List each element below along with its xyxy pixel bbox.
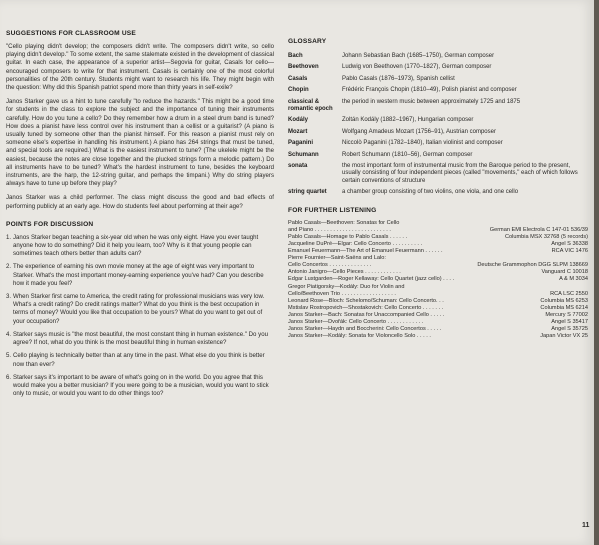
- recording-title: Mstislav Rostropovich—Shostakovich: Cello Concerto . . . . . . .: [288, 304, 444, 311]
- point-number: 6.: [6, 373, 12, 381]
- point-number: 5.: [6, 352, 12, 360]
- point-text: Starker says music is "the most beautiful, the most constant thing in human existence." Do you agree? If not, what do you think is the most beautiful thing in human existence?: [13, 330, 268, 347]
- point-number: 4.: [6, 330, 12, 338]
- recording-title: Janos Starker—Haydn and Boccherini: Cello Concertos . . . . .: [288, 326, 442, 333]
- listening-entry: [288, 326, 588, 333]
- listening-entry: [288, 276, 588, 283]
- paragraph-3: Janos Starker was a child performer. The class might discuss the good and bad effects of performing publicly at an early age. How do students feel about performing at their age?: [6, 194, 274, 210]
- discussion-point: [6, 352, 274, 368]
- glossary-entry: [288, 189, 588, 196]
- glossary-entry: [288, 64, 588, 71]
- recording-title: Edgar Lustgarden—Roger Kellaway: Cello Quartet (jazz cello) . . . .: [288, 276, 455, 283]
- glossary-term: Schumann: [288, 151, 319, 158]
- record-label: German EMI Electrola C 147-01 536/39: [489, 226, 588, 233]
- glossary-entry: [288, 163, 588, 185]
- listening-entry: [288, 255, 588, 262]
- recording-title: Antonio Janigro—Cello Pieces . . . . . . . . . . . .: [288, 269, 401, 276]
- point-number: 3.: [6, 293, 12, 301]
- record-label: RCA LSC 2550: [550, 290, 588, 297]
- paragraph-1: "Cello playing didn't develop; the composers didn't write. The composers didn't write, so cello playing didn't develop." To some extent, the same stalemate existed in the development of classical guitar. In each case, the appearance of a superior artist—Segovia for guitar, Casals for cello—encouraged composers to write for that instrument. Casals is certainly one of the most colorful personalities of the 20th century. Students might want to research his life. They might begin with the question: Why did this Spanish patriot spend more than thirty years in self-exile?: [6, 43, 274, 92]
- glossary-list: [288, 53, 588, 197]
- suggestions-heading: SUGGESTIONS FOR CLASSROOM USE: [6, 30, 136, 37]
- glossary-definition: Robert Schumann (1810–56), German composer: [342, 151, 473, 158]
- glossary-definition: Johann Sebastian Bach (1685–1750), German composer: [342, 53, 495, 59]
- record-label: Angel S 36338: [551, 240, 588, 247]
- glossary-entry: [288, 117, 588, 124]
- point-number: 2.: [6, 263, 12, 271]
- listening-entry: [288, 220, 588, 227]
- point-text: Janos Starker began teaching a six-year old when he was only eight. Have you ever taught anyone how to do something? Did it help you learn, too? Why is it that young people can sometimes teach others better than adults can?: [13, 233, 259, 258]
- glossary-term: Kodály: [288, 117, 309, 124]
- paragraph-2: Janos Starker gave us a hint to tune carefully "to reduce the hazards." This might be a good time for students in the class to explore the subject and the importance of tuning their instruments carefully. How do you tune a cello? Do they remember how a drum in a steel drum band is tuned? How does a pianist have less control over his instrument than a cellist or a guitarist? (A piano is usually tuned by someone other than the pianist himself. For this reason a pianist must rely on someone else's expertise in handling his instrument.) A piano has 264 strings that must be tuned, and special tools are required.) What is the easiest instrument to tune? (The ukelele might be the easiest, because the notes are close together and the plucked strings form a melodic pattern.) Do all instruments have to be tuned? What's the hardest instrument to tune, besides the keyboard instruments, are the harp, the 12-string guitar, and perhaps the timpani.) Why do string players always have to tune up before they play?: [6, 98, 274, 188]
- glossary-term: sonata: [288, 163, 308, 170]
- listening-entry: [288, 284, 588, 291]
- recording-title: Janos Starker—Dvořák: Cello Concerto . . . . . . . . . . . .: [288, 319, 424, 325]
- recording-title: Pablo Casals—Beethoven: Sonatas for Cello: [288, 219, 400, 226]
- recording-title: Emanuel Feuermann—The Art of Emanuel Feuermann . . . . . .: [288, 248, 443, 255]
- glossary-entry: [288, 53, 588, 60]
- recording-title: Cello/Beethoven Trio . . . . . . . . . . . . . . . . . .: [288, 290, 396, 297]
- glossary-definition: a chamber group consisting of two violins, one viola, and one cello: [342, 189, 519, 196]
- glossary-term: string quartet: [288, 189, 327, 196]
- point-text: The experience of earning his own movie money at the age of eight was very important to Starker. What's the most important money-earning experience you've had? Can you describe how it made you feel?: [13, 263, 264, 287]
- point-text: Starker says it's important to be aware of what's going on in the world. Do you agree that this would make you a better musician? If you were going to be a musician, would you want to stick only to music, or would you want to do other things too?: [13, 373, 269, 398]
- glossary-heading: GLOSSARY: [288, 38, 327, 45]
- discussion-points-list: [6, 234, 274, 398]
- glossary-term: Casals: [288, 75, 308, 82]
- glossary-definition: the most important form of instrumental music from the Baroque period to the present, usually consisting of four independent pieces (called "movements," each of which follows certain conventions of structure: [342, 163, 578, 184]
- listening-entry: [288, 298, 588, 305]
- point-text: Cello playing is technically better than at any time in the past. What else do you think is better now than ever?: [13, 352, 265, 368]
- recording-title: Leonard Rose—Bloch: Schelomo/Schuman: Cello Concerto. . .: [288, 297, 444, 304]
- record-label: Columbia MS 6214: [540, 304, 588, 311]
- listening-entry: [288, 312, 588, 319]
- left-column: [6, 30, 274, 403]
- recording-title: Cello Concertos . . . . . . . . . . . . . .: [288, 262, 372, 269]
- point-text: When Starker first came to America, the credit rating for professional musicians was very low. What's a credit rating? Do credit ratings matter? What do you think is the best occupation in terms of money? Would you like that occupation to be yours? What do you want to get out of your occupation?: [13, 293, 265, 325]
- listening-entry: [288, 248, 588, 255]
- point-number: 1.: [6, 233, 12, 241]
- glossary-entry: [288, 140, 588, 147]
- listening-entry: [288, 305, 588, 312]
- glossary-entry: [288, 99, 588, 114]
- listening-entry: [288, 319, 588, 326]
- discussion-point: [6, 234, 274, 259]
- glossary-term: Bach: [288, 53, 303, 59]
- glossary-definition: Frédéric François Chopin (1810–49), Polish pianist and composer: [342, 87, 517, 94]
- discussion-point: [6, 263, 274, 288]
- glossary-entry: [288, 129, 588, 136]
- discussion-point: [6, 374, 274, 399]
- recording-title: and Piano . . . . . . . . . . . . . . . . . . . . . . . . .: [288, 226, 391, 233]
- points-heading: POINTS FOR DISCUSSION: [6, 220, 94, 228]
- glossary-term: Paganini: [288, 140, 314, 147]
- listening-heading: FOR FURTHER LISTENING: [288, 206, 377, 214]
- right-column: [288, 38, 588, 340]
- glossary-definition: the period in western music between approximately 1725 and 1875: [342, 98, 521, 105]
- page-number: 11: [582, 522, 590, 529]
- recording-title: Jacqueline DuPré—Elgar: Cello Concerto . . . . . . . . . .: [288, 240, 422, 247]
- glossary-definition: Pablo Casals (1876–1973), Spanish cellist: [342, 75, 455, 82]
- listening-entry: [288, 262, 588, 269]
- glossary-definition: Niccolò Paganini (1782–1840), Italian violinist and composer: [342, 140, 503, 147]
- glossary-entry: [288, 87, 588, 94]
- listening-entry: [288, 234, 588, 241]
- record-label: Mercury S 77002: [545, 311, 588, 318]
- recording-title: Pablo Casals—Homage to Pablo Casals . . . . . .: [288, 233, 408, 240]
- recording-title: Pierre Fournier—Saint-Saëns and Lalo:: [288, 255, 386, 262]
- discussion-point: [6, 293, 274, 326]
- listening-entry: [288, 269, 588, 276]
- record-label: Japan Victor VX 25: [540, 333, 588, 340]
- listening-list: [288, 220, 588, 341]
- glossary-term: Beethoven: [288, 64, 319, 71]
- record-label: Angel S 35417: [551, 319, 588, 325]
- record-label: Columbia MSX 32768 (5 records): [504, 233, 588, 240]
- listening-entry: [288, 291, 588, 298]
- record-label: Columbia MS 6253: [540, 297, 588, 304]
- listening-entry: [288, 333, 588, 340]
- record-label: Angel S 35725: [551, 326, 588, 333]
- glossary-term: classical & romantic epoch: [288, 98, 333, 113]
- record-label: RCA VIC 1476: [551, 248, 588, 255]
- glossary-entry: [288, 152, 588, 159]
- glossary-term: Mozart: [288, 128, 308, 135]
- recording-title: Gregor Piatigorsky—Kodály: Duo for Violin and: [288, 283, 405, 290]
- listening-entry: [288, 227, 588, 234]
- glossary-term: Chopin: [288, 87, 309, 94]
- recording-title: Janos Starker—Bach: Sonatas for Unaccompanied Cello . . . . .: [288, 311, 445, 318]
- record-label: Deutsche Grammophon DGG SLPM 138669: [477, 262, 588, 269]
- glossary-definition: Zoltán Kodály (1882–1967), Hungarian composer: [342, 117, 474, 124]
- recording-title: Janos Starker—Kodály: Sonata for Violoncello Solo . . . . .: [288, 333, 431, 340]
- glossary-definition: Ludwig von Beethoven (1770–1827), German composer: [342, 64, 492, 71]
- discussion-point: [6, 331, 274, 347]
- glossary-definition: Wolfgang Amadeus Mozart (1756–91), Austrian composer: [342, 128, 496, 135]
- listening-entry: [288, 241, 588, 248]
- record-label: Vanguard C 10018: [541, 269, 588, 276]
- glossary-entry: [288, 76, 588, 83]
- record-label: A & M 3034: [559, 276, 588, 283]
